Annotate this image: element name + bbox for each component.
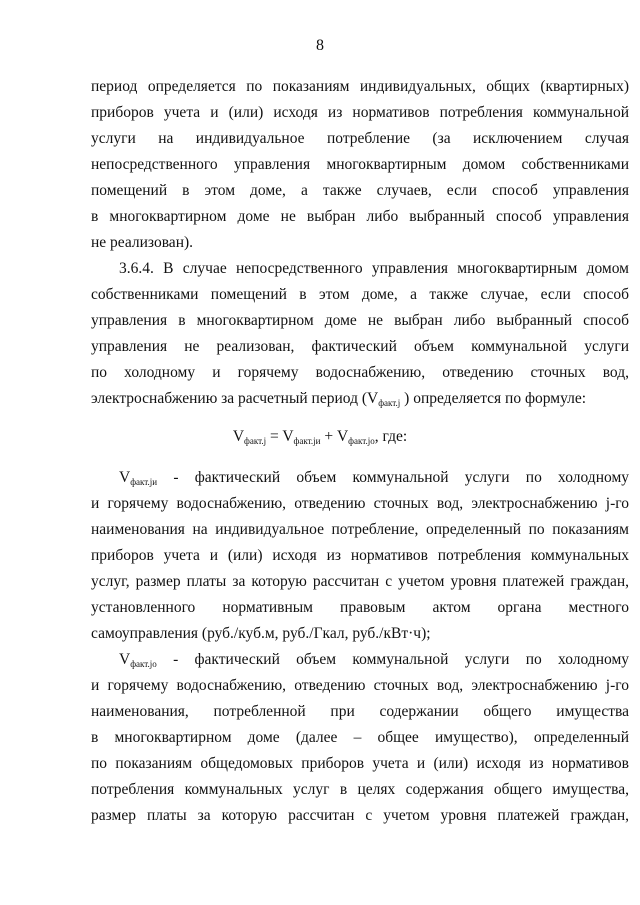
text-line: наименования, потребленной при содержании общего имущества [91,703,629,720]
text-line: помещений в этом доме, а также случаев, если способ управления [91,182,629,199]
text-line: размер платы за которую рассчитан с учетом уровня платежей граждан, [91,807,629,824]
text-line: приборов учета и (или) исходя из нормативов потребления коммунальных [91,547,629,564]
text-line: непосредственного управления многоквартирным домом собственниками [91,156,629,173]
text-line: не реализован). [91,234,194,251]
text-line: установленного нормативным правовым актом органа местного [91,599,629,616]
text-line: потребления коммунальных услуг в целях содержания общего имущества, [91,781,629,798]
text-line: управления в многоквартирном доме не выбран либо выбранный способ [91,312,629,329]
definition-line: $V_{факт.jи}$ - фактический объем коммунальной услуги по холодному [119,469,629,487]
text-line: и горячему водоснабжению, отведению сточных вод, электроснабжению j-го [91,677,629,694]
text-line: приборов учета и (или) исходя из нормативов потребления коммунальной [91,104,629,121]
page-number: 8 [316,37,324,54]
definition-line: $V_{факт.jо}$ - фактический объем коммунальной услуги по холодному [119,651,629,669]
formula-line: $V_{факт.j} = V_{факт.jи} + V_{факт.jо}$, где: [232,428,408,446]
text-line: в многоквартирном доме не выбран либо выбранный способ управления [91,208,629,225]
text-line: управления не реализован, фактический объем коммунальной услуги [91,338,629,355]
paragraph-start-line: 3.6.4. В случае непосредственного управления многоквартирным домом [119,260,629,277]
text-line-with-subscript: электроснабжению за расчетный период ($V_{факт.j}$ ) определяется по формуле: [91,390,587,408]
text-line: собственниками помещений в этом доме, а также случае, если способ [91,286,629,303]
text-line: наименования на индивидуальное потребление, определенный по показаниям [91,521,629,538]
text-line: самоуправления (руб./куб.м, руб./Гкал, руб./кВт·ч); [91,625,431,642]
text-line: в многоквартирном доме (далее – общее имущество), определенный [91,729,629,746]
text-line: услуги на индивидуальное потребление (за исключением случая [91,130,629,147]
text-line: период определяется по показаниям индивидуальных, общих (квартирных) [91,78,629,95]
text-line: услуг, размер платы за которую рассчитан с учетом уровня платежей граждан, [91,573,629,590]
text-line: по холодному и горячему водоснабжению, отведению сточных вод, [91,364,629,381]
text-line: по показаниям общедомовых приборов учета и (или) исходя из нормативов [91,755,629,772]
text-line: и горячему водоснабжению, отведению сточных вод, электроснабжению j-го [91,495,629,512]
